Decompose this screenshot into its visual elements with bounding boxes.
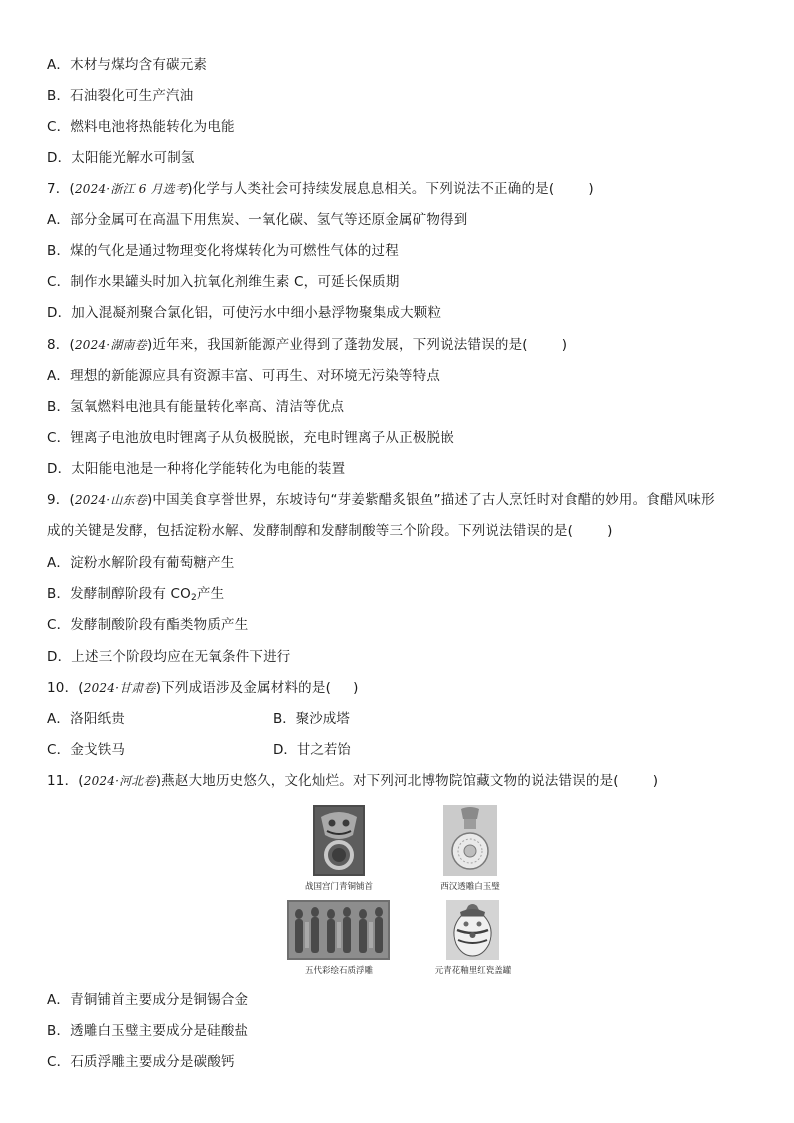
bronze-knocker-photo: [313, 805, 365, 876]
question-number: 10．(: [47, 680, 84, 696]
question-9-option-b: [47, 585, 224, 607]
question-number: 8．(: [47, 337, 75, 353]
question-10-option-d: D．甘之若饴: [273, 742, 351, 758]
question-source: 2024·湖南卷: [74, 338, 147, 352]
close-paren: ): [561, 337, 568, 353]
option-d: D．太阳能光解水可制氢: [47, 150, 195, 166]
close-paren: ): [353, 680, 359, 696]
question-text: )下列成语涉及金属材料的是(: [155, 680, 332, 696]
question-text: )化学与人类社会可持续发展息息相关。下列说法不正确的是(: [187, 181, 555, 197]
question-7-option-c: C．制作水果罐头时加入抗氧化剂维生素 C，可延长保质期: [47, 274, 400, 290]
question-text: 成的关键是发酵，包括淀粉水解、发酵制醇和发酵制酸等三个阶段。下列说法错误的是(: [47, 523, 574, 539]
question-number: 9．(: [47, 492, 75, 508]
question-9-option-d: D．上述三个阶段均应在无氧条件下进行: [47, 649, 291, 665]
figure-caption: 元青花釉里红瓷盖罐: [434, 966, 512, 976]
question-8-option-d: D．太阳能电池是一种将化学能转化为电能的装置: [47, 461, 346, 477]
close-paren: ): [588, 181, 594, 197]
question-source: 2024·河北卷: [83, 774, 156, 788]
figure-caption: 西汉透雕白玉璧: [440, 882, 500, 892]
option-text: 产生: [196, 586, 225, 602]
question-text: )燕赵大地历史悠久，文化灿烂。对下列河北博物院馆藏文物的说法错误的是(: [155, 773, 619, 789]
question-9-option-a: A．淀粉水解阶段有葡萄糖产生: [47, 555, 235, 571]
option-b: B．石油裂化可生产汽油: [47, 88, 194, 104]
question-11-option-c: C．石质浮雕主要成分是碳酸钙: [47, 1054, 235, 1070]
option-text: B．发酵制醇阶段有 CO: [47, 586, 192, 602]
question-10-option-a: A．洛阳纸贵: [47, 711, 125, 727]
question-10-stem: [47, 679, 359, 697]
question-8-stem: [47, 336, 567, 354]
question-10-option-b: B．聚沙成塔: [273, 711, 350, 727]
question-text: )中国美食享誉世界，东坡诗句“芽姜紫醋炙银鱼”描述了古人烹饪时对食醋的妙用。食醋风味形: [146, 492, 715, 508]
question-9-option-c: C．发酵制酸阶段有酯类物质产生: [47, 617, 249, 633]
question-9-stem-line2: [47, 522, 613, 540]
question-7-option-d: D．加入混凝剂聚合氯化铝，可使污水中细小悬浮物聚集成大颗粒: [47, 305, 442, 321]
option-c: C．燃料电池将热能转化为电能: [47, 119, 235, 135]
question-source: 2024·山东卷: [74, 493, 147, 507]
subscript: 2: [191, 593, 197, 603]
jade-bi-disc-photo: [443, 805, 497, 876]
figure-caption: 五代彩绘石质浮雕: [304, 966, 373, 976]
question-source: 2024·浙江 6 月选考: [74, 182, 188, 196]
question-11-stem: [47, 772, 658, 790]
question-number: 11．(: [47, 773, 84, 789]
question-11-option-a: A．青铜铺首主要成分是铜锡合金: [47, 992, 249, 1008]
question-7-option-b: B．煤的气化是通过物理变化将煤转化为可燃性气体的过程: [47, 243, 399, 259]
question-10-option-c: C．金戈铁马: [47, 742, 126, 758]
question-7-option-a: A．部分金属可在高温下用焦炭、一氧化碳、氢气等还原金属矿物得到: [47, 212, 468, 228]
question-7-stem: [47, 180, 594, 198]
porcelain-jar-photo: [446, 900, 499, 960]
question-text: )近年来，我国新能源产业得到了蓬勃发展，下列说法错误的是(: [146, 337, 528, 353]
question-number: 7．(: [47, 181, 75, 197]
option-a: A．木材与煤均含有碳元素: [47, 57, 208, 73]
question-8-option-b: B．氢氧燃料电池具有能量转化率高、清洁等优点: [47, 399, 345, 415]
close-paren: ): [652, 773, 659, 789]
question-11-option-b: B．透雕白玉璧主要成分是硅酸盐: [47, 1023, 249, 1039]
question-source: 2024·甘肃卷: [83, 681, 156, 695]
question-9-stem-line1: [47, 491, 715, 509]
question-8-option-a: A．理想的新能源应具有资源丰富、可再生、对环境无污染等特点: [47, 368, 441, 384]
stone-relief-photo: [287, 900, 390, 960]
close-paren: ): [607, 523, 613, 539]
figure-caption: 战国宫门青铜铺首: [304, 882, 373, 892]
question-8-option-c: C．锂离子电池放电时锂离子从负极脱嵌，充电时锂离子从正极脱嵌: [47, 430, 454, 446]
